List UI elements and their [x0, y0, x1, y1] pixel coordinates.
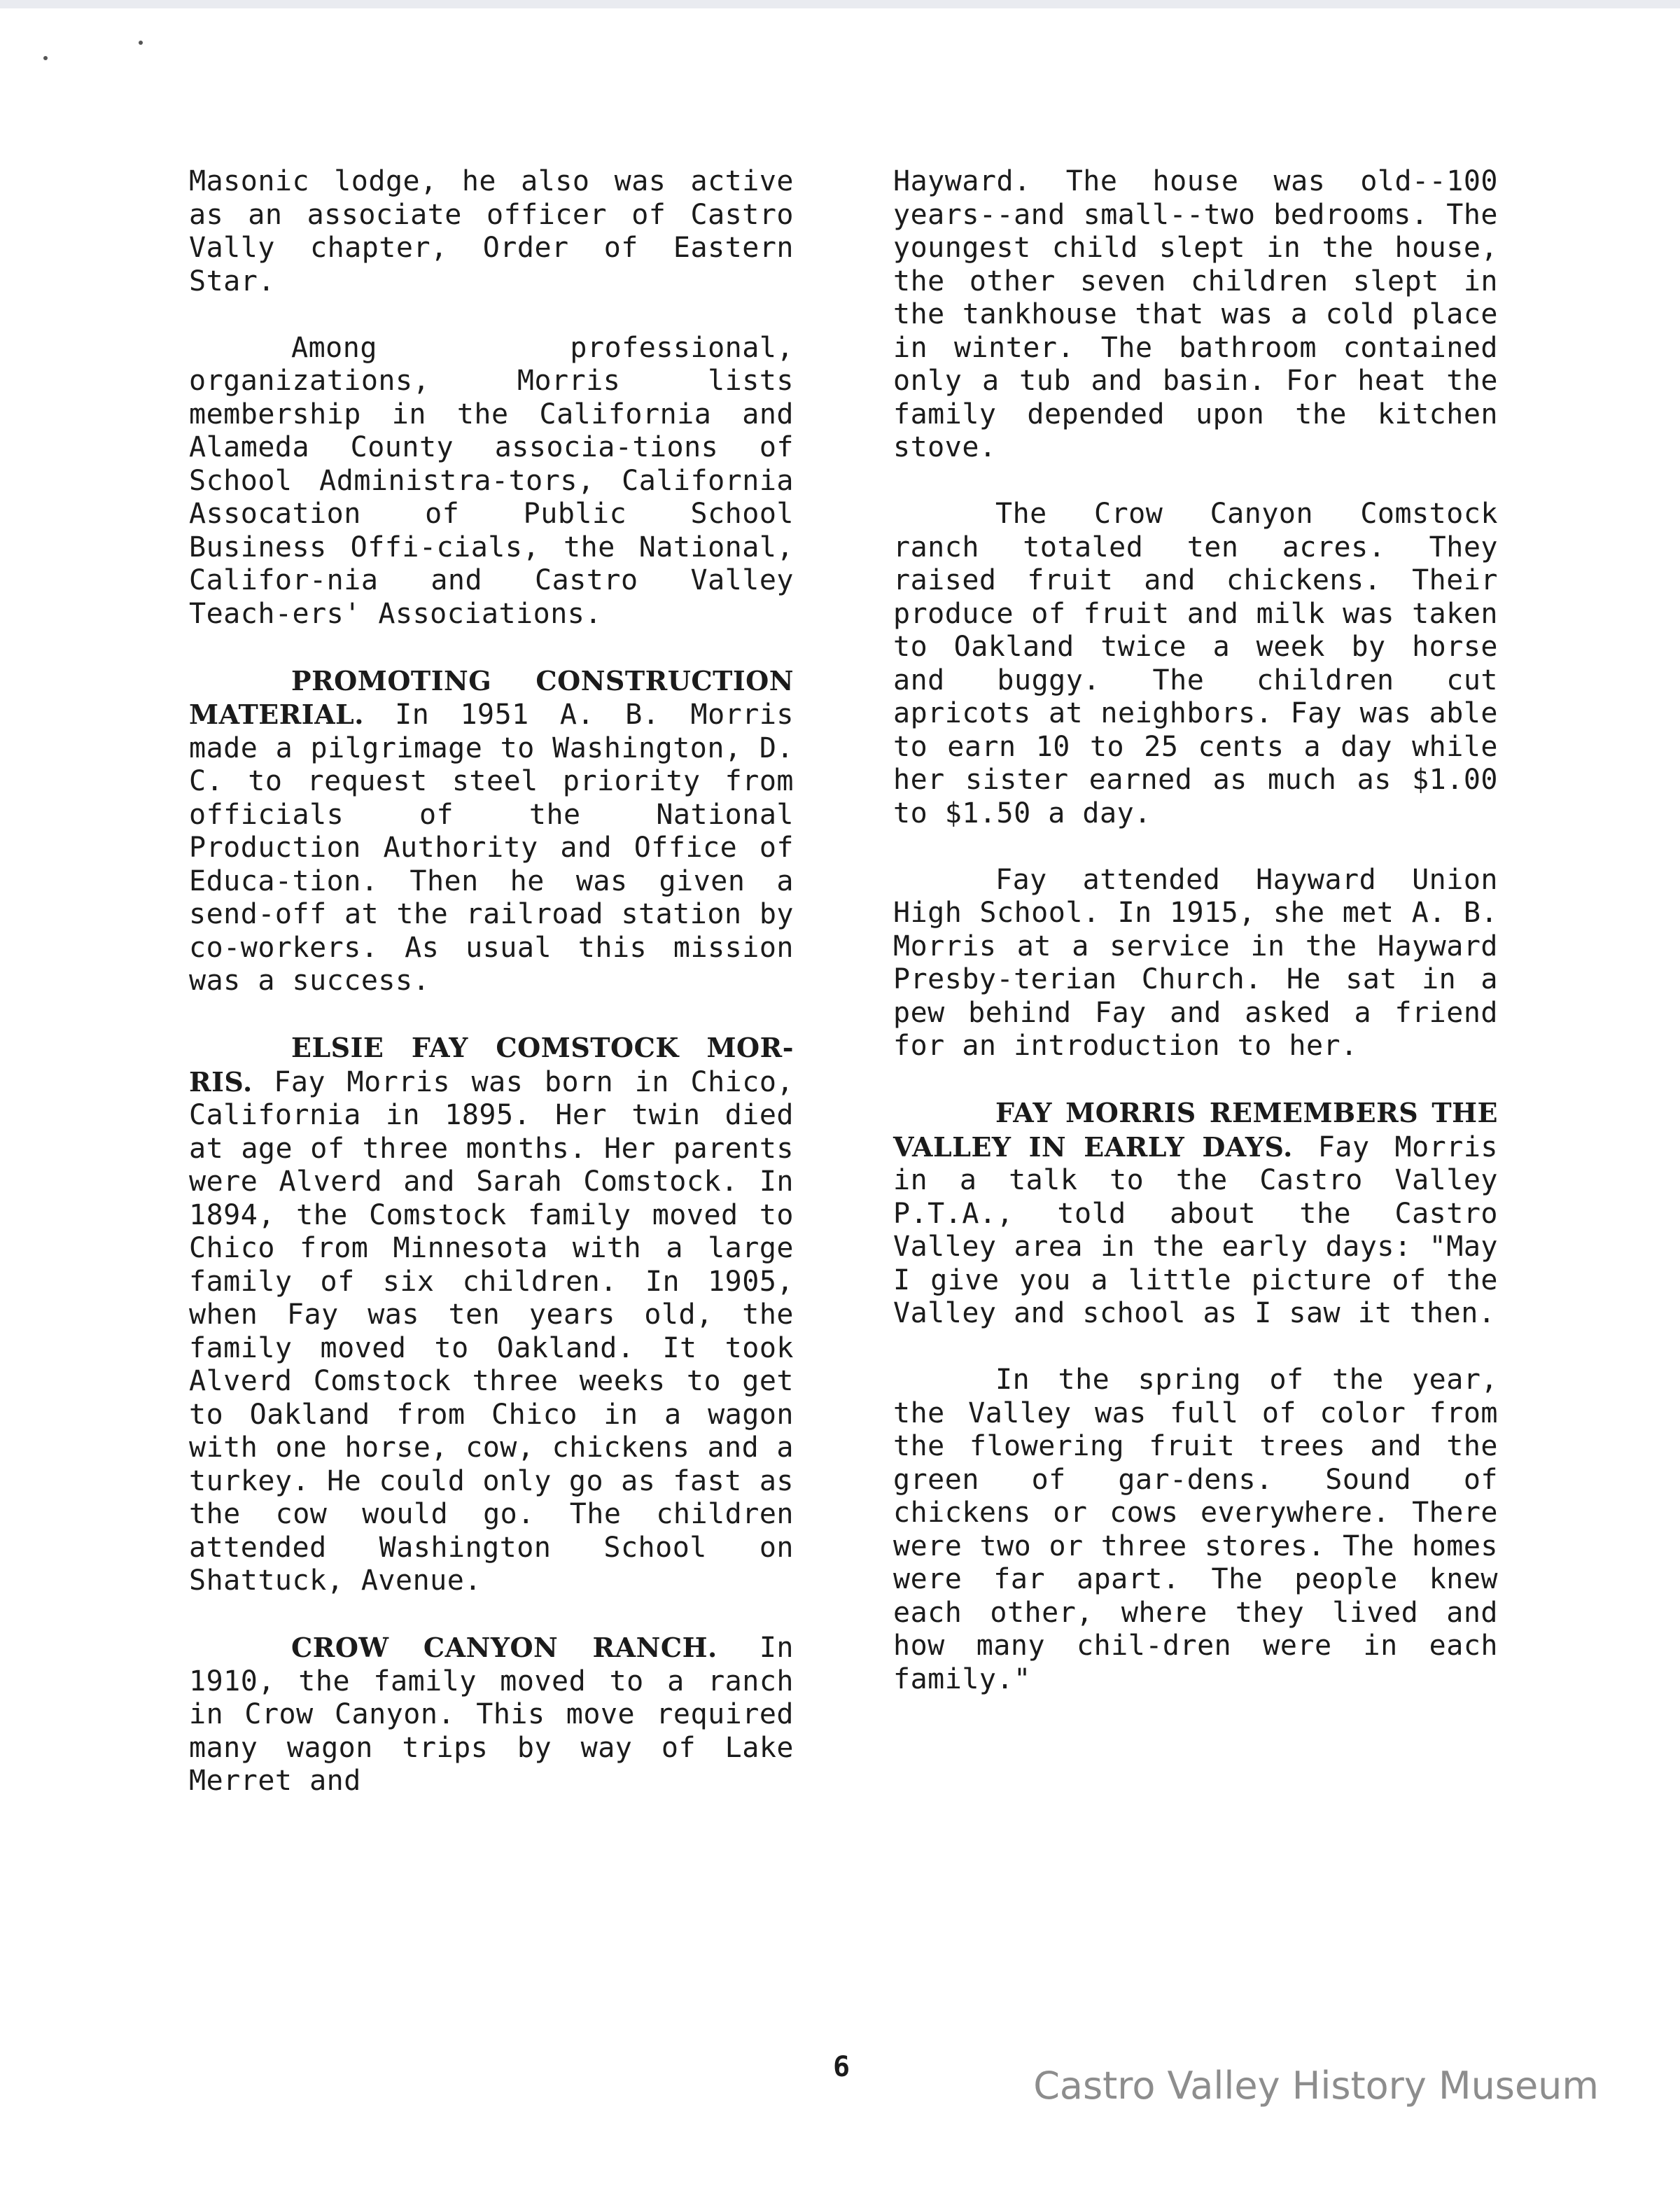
- paragraph: [189, 1631, 794, 1798]
- section-heading: CROW CANYON RANCH.: [291, 1632, 718, 1663]
- scan-speck: [43, 56, 48, 60]
- section-heading: FAY MORRIS REMEMBERS THE VALLEY IN EARLY DAYS.: [893, 1097, 1498, 1163]
- paragraph-body: In 1910, the family moved to a ranch in Crow Canyon. This move required many wagon trips by way of Lake Merret and: [189, 1632, 794, 1797]
- paragraph-body: Fay Morris in a talk to the Castro Valley P.T.A., told about the Castro Valley area in the early days: "May I give you a little picture of the Valley and school as I saw it then.: [893, 1130, 1498, 1329]
- paragraph-body: Fay Morris was born in Chico, California in 1895. Her twin died at age of three months. Her parents were Alverd and Sarah Comstock. In 1894, the Comstock family moved to Chico from Minnesota with a large family of six children. In 1905, when Fay was ten years old, the family moved to Oakland. It took Alverd Comstock three weeks to get to Oakland from Chico in a wagon with one horse, cow, chickens and a turkey. He could only go as fast as the cow would go. The children attended Washington School on Shattuck, Avenue.: [189, 1065, 794, 1597]
- paragraph: The Crow Canyon Comstock ranch totaled ten acres. They raised fruit and chickens. Their produce of fruit and milk was taken to Oakland twice a week by horse and buggy. The children cut apricots at neighbors. Fay was able to earn 10 to 25 cents a day while her sister earned as much as $1.00 to $1.50 a day.: [893, 498, 1498, 830]
- paragraph: Fay attended Hayward Union High School. In 1915, she met A. B. Morris at a service in the Hayward Presby-terian Church. He sat in a pew behind Fay and asked a friend for an introduction to her.: [893, 863, 1498, 1062]
- paragraph-body: In 1951 A. B. Morris made a pilgrimage to Washington, D. C. to request steel priority from officials of the National Production Authority and Office of Educa-tion. Then he was given a send-off at the railroad station by co-workers. As usual this mission was a success.: [189, 699, 794, 997]
- paragraph: Hayward. The house was old--100 years--and small--two bedrooms. The youngest child slept in the house, the other seven children slept in the tankhouse that was a cold place in winter. The bathroom contained only a tub and basin. For heat the family depended upon the kitchen stove.: [893, 165, 1498, 463]
- right-column: [893, 165, 1498, 1730]
- section-heading: PROMOTING CONSTRUCTION MATERIAL.: [189, 664, 794, 730]
- scan-speck: [139, 41, 143, 45]
- paragraph: [189, 1031, 794, 1598]
- paragraph: [189, 664, 794, 998]
- paragraph: Among professional, organizations, Morris lists membership in the California and Alameda County associa-tions of School Administra-tors, California Assocation of Public School Business Offi-cials, the National, Califor-nia and Castro Valley Teach-ers' Associations.: [189, 331, 794, 630]
- paragraph: Masonic lodge, he also was active as an associate officer of Castro Vally chapter, Order of Eastern Star.: [189, 165, 794, 298]
- paragraph: [893, 1096, 1498, 1331]
- paragraph: In the spring of the year, the Valley was full of color from the flowering fruit trees and the green of gar-dens. Sound of chickens or cows everywhere. There were two or three stores. The homes were far apart. The people knew each other, where they lived and how many chil-dren were in each family.": [893, 1364, 1498, 1695]
- section-heading: ELSIE FAY COMSTOCK MOR-RIS.: [189, 1032, 794, 1098]
- museum-watermark: Castro Valley History Museum: [1033, 2064, 1599, 2108]
- scan-edge: [0, 0, 1680, 8]
- page-number: 6: [833, 2051, 850, 2083]
- left-column: [189, 165, 794, 1831]
